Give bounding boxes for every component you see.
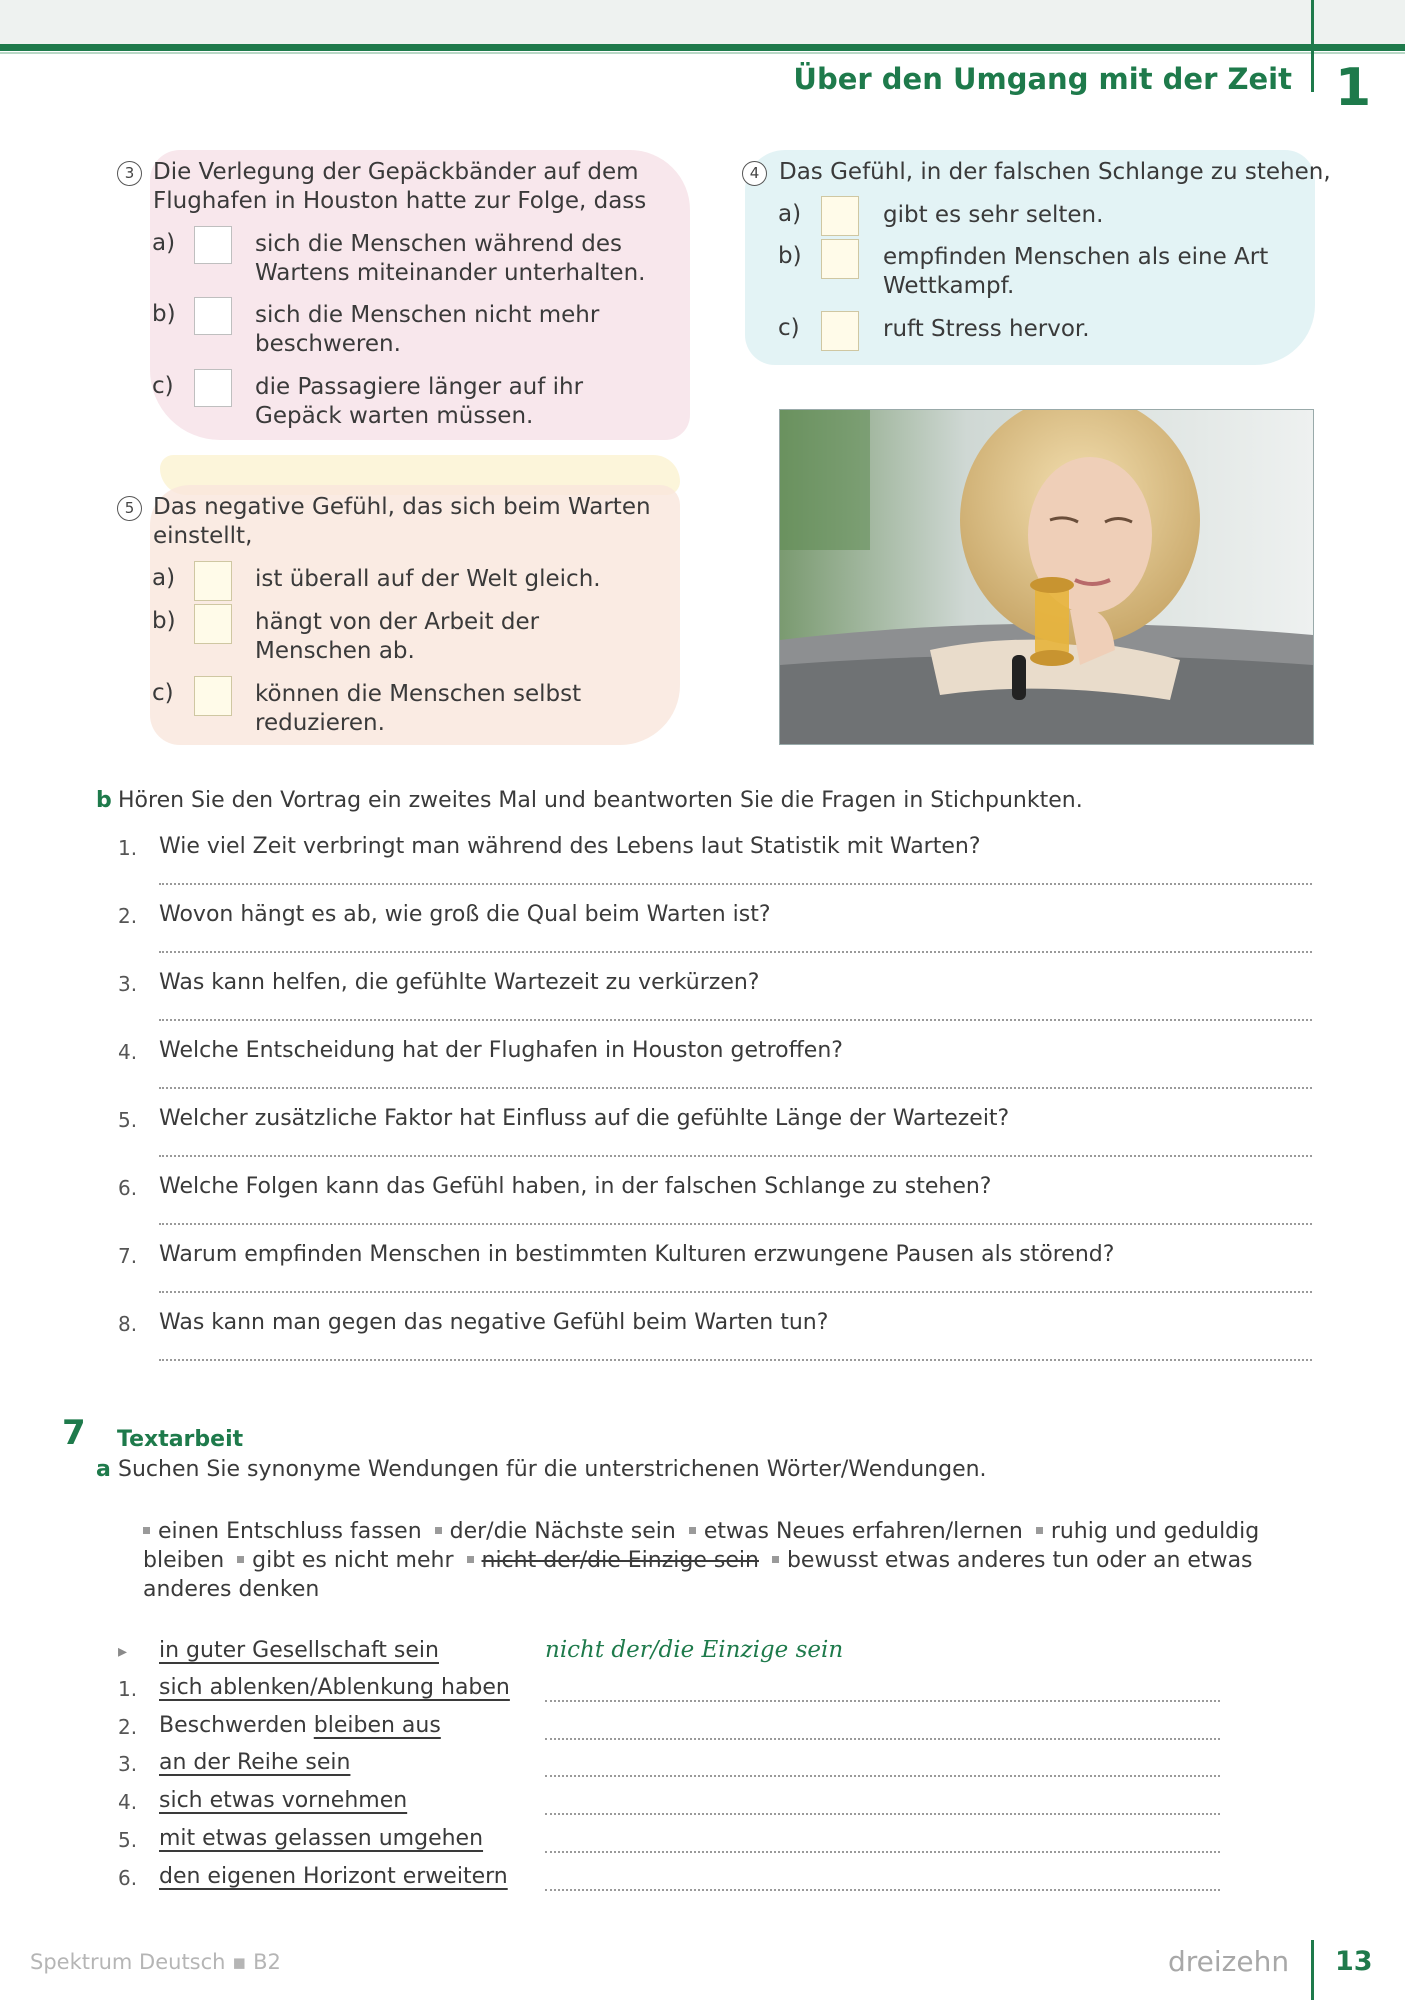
footer-book-title: Spektrum Deutsch ▪ B2 [30, 1950, 281, 1974]
q3-a-checkbox-icon[interactable] [194, 226, 232, 264]
bullet-square-icon [467, 1556, 474, 1563]
q5-c-text: können die Menschen selbst reduzieren. [255, 681, 582, 736]
q3-c-checkbox-icon[interactable] [194, 369, 232, 407]
item-phrase: den eigenen Horizont erweitern [159, 1864, 508, 1889]
section-a-intro: Suchen Sie synonyme Wendungen für die unterstrichenen Wörter/Wendungen. [118, 1457, 987, 1482]
q3-c-letter: c) [152, 373, 174, 399]
q5-c-checkbox-icon[interactable] [194, 676, 232, 716]
q3-a-text: sich die Menschen während des Wartens miteinander unterhalten. [255, 231, 646, 286]
word-box-item: ruhig und geduldig bleiben [143, 1519, 1260, 1573]
bullet-square-icon [689, 1527, 696, 1534]
bullet-square-icon [143, 1527, 150, 1534]
footer-page-word: dreizehn [1168, 1945, 1290, 1978]
page-number: 13 [1335, 1946, 1373, 1977]
bullet-square-icon [435, 1527, 442, 1534]
item-phrase: an der Reihe sein [159, 1750, 351, 1775]
question-number: 7. [118, 1244, 138, 1268]
question-number: 5. [118, 1108, 138, 1132]
answer-line[interactable] [545, 1700, 1220, 1702]
exercise-number: 7 [62, 1413, 86, 1453]
item-number: 1. [118, 1677, 138, 1701]
question-text: Wovon hängt es ab, wie groß die Qual beim Warten ist? [159, 902, 771, 927]
section-b-label: b [96, 788, 112, 813]
item-phrase: sich etwas vornehmen [159, 1788, 408, 1813]
q3-number-icon: 3 [117, 161, 142, 186]
answer-line[interactable] [159, 1155, 1312, 1157]
q3-b-checkbox-icon[interactable] [194, 297, 232, 335]
answer-line[interactable] [159, 1359, 1312, 1361]
word-box-item: bewusst etwas anderes tun oder an etwas anderes denken [143, 1548, 1253, 1602]
section-b-intro: Hören Sie den Vortrag ein zweites Mal und beantworten Sie die Fragen in Stichpunkten. [118, 788, 1083, 813]
q4-a-text: gibt es sehr selten. [883, 202, 1104, 228]
word-box-item: gibt es nicht mehr [252, 1548, 454, 1573]
example-phrase: in guter Gesellschaft sein [159, 1638, 439, 1663]
item-number: 5. [118, 1828, 138, 1852]
question-number: 4. [118, 1040, 138, 1064]
question-text: Wie viel Zeit verbringt man während des Lebens laut Statistik mit Warten? [159, 834, 981, 859]
woman-with-hourglass-photo [779, 409, 1314, 745]
question-text: Welche Entscheidung hat der Flughafen in Houston getroffen? [159, 1038, 843, 1063]
q4-a-letter: a) [778, 201, 802, 227]
q5-number-icon: 5 [117, 496, 142, 521]
q4-c-checkbox-icon[interactable] [821, 311, 859, 351]
word-box-item-used: nicht der/die Einzige sein [481, 1548, 759, 1573]
answer-line[interactable] [159, 1291, 1312, 1293]
answer-line[interactable] [545, 1738, 1220, 1740]
word-box-item: einen Entschluss fassen [158, 1519, 422, 1544]
q3-b-letter: b) [152, 301, 176, 327]
question-number: 3. [118, 972, 138, 996]
answer-line[interactable] [545, 1851, 1220, 1853]
answer-line[interactable] [159, 951, 1312, 953]
question-text: Was kann helfen, die gefühlte Wartezeit zu verkürzen? [159, 970, 760, 995]
q5-a-letter: a) [152, 565, 176, 591]
bullet-square-icon [1036, 1527, 1043, 1534]
bullet-square-icon [237, 1556, 244, 1563]
word-box [143, 1517, 1293, 1604]
example-answer: nicht der/die Einzige sein [545, 1637, 844, 1663]
item-phrase: sich ablenken/Ablenkung haben [159, 1675, 510, 1700]
example-arrow-icon: ▸ [118, 1641, 128, 1662]
question-text: Warum empfinden Menschen in bestimmten Kulturen erzwungene Pausen als störend? [159, 1242, 1115, 1267]
q4-stem: Das Gefühl, in der falschen Schlange zu stehen, [779, 159, 1331, 185]
answer-line[interactable] [159, 1223, 1312, 1225]
footer-divider [1311, 1940, 1314, 2000]
q5-b-letter: b) [152, 608, 176, 634]
section-a-label: a [96, 1457, 111, 1482]
q5-b-text: hängt von der Arbeit der Menschen ab. [255, 609, 540, 664]
answer-line[interactable] [159, 883, 1312, 885]
item-number: 2. [118, 1715, 138, 1739]
answer-line[interactable] [159, 1019, 1312, 1021]
q5-a-checkbox-icon[interactable] [194, 561, 232, 601]
word-box-item: etwas Neues erfahren/lernen [703, 1519, 1023, 1544]
bullet-square-icon [772, 1556, 779, 1563]
q5-b-checkbox-icon[interactable] [194, 604, 232, 644]
q4-a-checkbox-icon[interactable] [821, 196, 859, 236]
item-number: 3. [118, 1752, 138, 1776]
question-text: Was kann man gegen das negative Gefühl beim Warten tun? [159, 1310, 829, 1335]
q4-b-text: empfinden Menschen als eine Art Wettkampf. [883, 244, 1269, 299]
q3-b-text: sich die Menschen nicht mehr beschweren. [255, 302, 600, 357]
answer-line[interactable] [159, 1087, 1312, 1089]
q3-c-text: die Passagiere länger auf ihr Gepäck warten müssen. [255, 374, 584, 429]
q4-b-letter: b) [778, 243, 802, 269]
header-rule-thin [0, 52, 1405, 54]
exercise-title: Textarbeit [117, 1427, 244, 1452]
item-phrase: Beschwerden bleiben aus [159, 1713, 441, 1738]
chapter-divider [1311, 0, 1314, 92]
header-rule [0, 44, 1405, 51]
answer-line[interactable] [545, 1813, 1220, 1815]
chapter-title: Über den Umgang mit der Zeit [793, 62, 1292, 96]
q3-a-letter: a) [152, 230, 176, 256]
question-number: 8. [118, 1312, 138, 1336]
question-number: 6. [118, 1176, 138, 1200]
q5-a-text: ist überall auf der Welt gleich. [255, 566, 601, 592]
word-box-item: der/die Nächste sein [449, 1519, 676, 1544]
q4-number-icon: 4 [742, 161, 767, 186]
question-number: 2. [118, 904, 138, 928]
q5-c-letter: c) [152, 680, 174, 706]
answer-line[interactable] [545, 1889, 1220, 1891]
header-band [0, 0, 1405, 44]
answer-line[interactable] [545, 1775, 1220, 1777]
q4-b-checkbox-icon[interactable] [821, 239, 859, 279]
q4-c-letter: c) [778, 315, 800, 341]
q4-c-text: ruft Stress hervor. [883, 316, 1090, 342]
q3-stem: Die Verlegung der Gepäckbänder auf dem Flughafen in Houston hatte zur Folge, dass [153, 159, 647, 214]
question-text: Welcher zusätzliche Faktor hat Einfluss auf die gefühlte Länge der Wartezeit? [159, 1106, 1010, 1131]
question-number: 1. [118, 836, 138, 860]
question-text: Welche Folgen kann das Gefühl haben, in der falschen Schlange zu stehen? [159, 1174, 992, 1199]
item-number: 4. [118, 1790, 138, 1814]
q5-stem: Das negative Gefühl, das sich beim Warten einstellt, [153, 494, 651, 549]
item-phrase: mit etwas gelassen umgehen [159, 1826, 484, 1851]
chapter-number: 1 [1335, 58, 1372, 118]
item-number: 6. [118, 1866, 138, 1890]
